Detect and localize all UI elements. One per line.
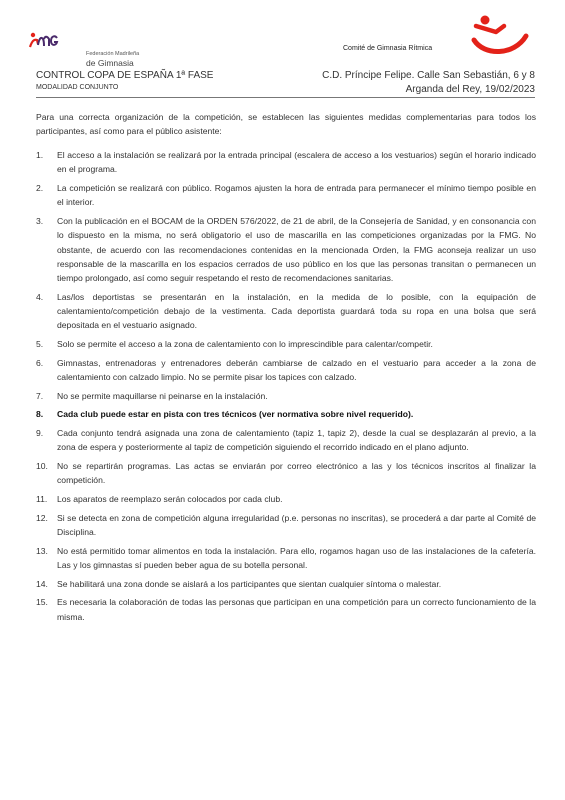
- fmg-logo-text: [86, 51, 139, 68]
- list-item-number: 2.: [36, 182, 44, 193]
- list-item-text: La competición se realizará con público. Rogamos ajusten la hora de entrada para permanecer el mínimo tiempo posible en el interior.: [57, 182, 536, 208]
- list-item: [36, 389, 536, 403]
- list-item: [36, 148, 536, 177]
- venue-date: [322, 69, 535, 97]
- list-item-number: 14.: [36, 578, 48, 589]
- list-item: [36, 577, 536, 591]
- header-divider: [36, 97, 535, 98]
- list-item-text: Con la publicación en el BOCAM de la ORDEN 576/2022, de 21 de abril, de la Consejería de Sanidad, y en consonancia con lo dispuesto en la misma, no será obligatorio el uso de mascarilla en las competiciones organizadas por la FMG. No obstante, de acuerdo con las recomendaciones contenidas en la mencionada Orden, la FMG aconseja realizar un uso responsable de la mascarilla en los espacios cerrados de uso público en los que las personas transitan o permanecen un tiempo prolongado, así como seguir respetando el resto de recomendaciones sanitarias.: [57, 215, 536, 284]
- list-item-number: 10.: [36, 461, 48, 472]
- list-item-text: Si se detecta en zona de competición alguna irregularidad (p.e. personas no inscritas), se procederá a dar parte al Comité de Disciplina.: [57, 512, 536, 538]
- list-item-text: Las/los deportistas se presentarán en la instalación, en la medida de lo posible, con la equipación de calentamiento/competición debajo de la vestimenta. Cada deportista guardará toda su ropa en una bolsa que será depositada en el vestuario asignado.: [57, 291, 536, 331]
- list-item: [36, 511, 536, 540]
- list-item-number: 13.: [36, 545, 48, 556]
- list-item-number: 15.: [36, 597, 48, 608]
- list-item-text: Cada club puede estar en pista con tres técnicos (ver normativa sobre nivel requerido).: [57, 409, 414, 420]
- list-item-text: Solo se permite el acceso a la zona de calentamiento con lo imprescindible para calentar/competir.: [57, 339, 433, 350]
- org-small-name: Federación Madrileña: [86, 51, 140, 57]
- list-item: [36, 214, 536, 285]
- list-item-number: 11.: [36, 494, 48, 505]
- document-subtitle: MODALIDAD CONJUNTO: [36, 84, 119, 91]
- event-date: Arganda del Rey, 19/02/2023: [405, 84, 535, 95]
- list-item-text: No se repartirán programas. Las actas se enviarán por correo electrónico a las y los técnicos inscritos al finalizar la competición.: [57, 461, 536, 486]
- rhythmic-gymnastics-logo-icon: [468, 12, 532, 60]
- list-item-number: 6.: [36, 357, 44, 368]
- list-item-text: Cada conjunto tendrá asignada una zona de calentamiento (tapiz 1, tapiz 2), desde la cual se desplazarán al previo, a la zona de espera y posteriormente al tapiz de competición siguiendo el recorrido indicado en el plano adjunto.: [57, 428, 536, 453]
- list-item-text: Es necesaria la colaboración de todas las personas que participan en una competición para un correcto funcionamiento de la misma.: [57, 597, 536, 622]
- list-item: [36, 492, 536, 506]
- list-item-number: 5.: [36, 339, 44, 350]
- list-item: [36, 290, 536, 333]
- list-item-number: 8.: [36, 409, 44, 420]
- fmg-logo: [28, 25, 148, 68]
- list-item-text: Se habilitará una zona donde se aislará a los participantes que sientan cualquier síntoma o malestar.: [57, 578, 442, 589]
- list-item-text: Los aparatos de reemplazo serán colocados por cada club.: [57, 494, 283, 505]
- list-item: [36, 459, 536, 488]
- list-item: [36, 595, 536, 624]
- document-title: CONTROL COPA DE ESPAÑA 1ª FASE: [36, 70, 214, 81]
- list-item-number: 7.: [36, 390, 44, 401]
- committee-name: Comité de Gimnasia Rítmica: [343, 45, 433, 52]
- venue-address: C.D. Príncipe Felipe. Calle San Sebastián, 6 y 8: [322, 70, 535, 81]
- list-item-number: 4.: [36, 291, 44, 302]
- list-item-number: 1.: [36, 150, 44, 160]
- fmg-logo-icon: [28, 25, 60, 53]
- list-item: [36, 337, 536, 351]
- list-item: [36, 356, 536, 385]
- list-item: [36, 407, 536, 421]
- list-item-text: El acceso a la instalación se realizará por la entrada principal (escalera de acceso a los vestuarios) según el horario indicado en el programa.: [57, 150, 536, 175]
- intro-paragraph: Para una correcta organización de la competición, se establecen las siguientes medidas complementarias para todos los participantes, así como para el público asistente:: [36, 112, 536, 136]
- page-header: [0, 0, 565, 95]
- list-item: [36, 544, 536, 573]
- list-item: [36, 181, 536, 210]
- list-item: [36, 426, 536, 455]
- rules-list: [36, 148, 536, 628]
- list-item-text: No se permite maquillarse ni peinarse en la instalación.: [57, 390, 268, 401]
- list-item-number: 12.: [36, 512, 48, 523]
- list-item-text: No está permitido tomar alimentos en toda la instalación. Para ello, rogamos hagan uso de las instalaciones de la cafetería. Las y los gimnastas sí pueden beber agua de su botella personal.: [57, 545, 536, 571]
- list-item-number: 3.: [36, 215, 44, 226]
- list-item-number: 9.: [36, 428, 44, 439]
- org-big-name: de Gimnasia: [86, 58, 134, 68]
- list-item-text: Gimnastas, entrenadoras y entrenadores deberán cambiarse de calzado en el vestuario para acceder a la zona de calentamiento con calzado limpio. No se permite pisar los tapices con calzado.: [57, 357, 536, 383]
